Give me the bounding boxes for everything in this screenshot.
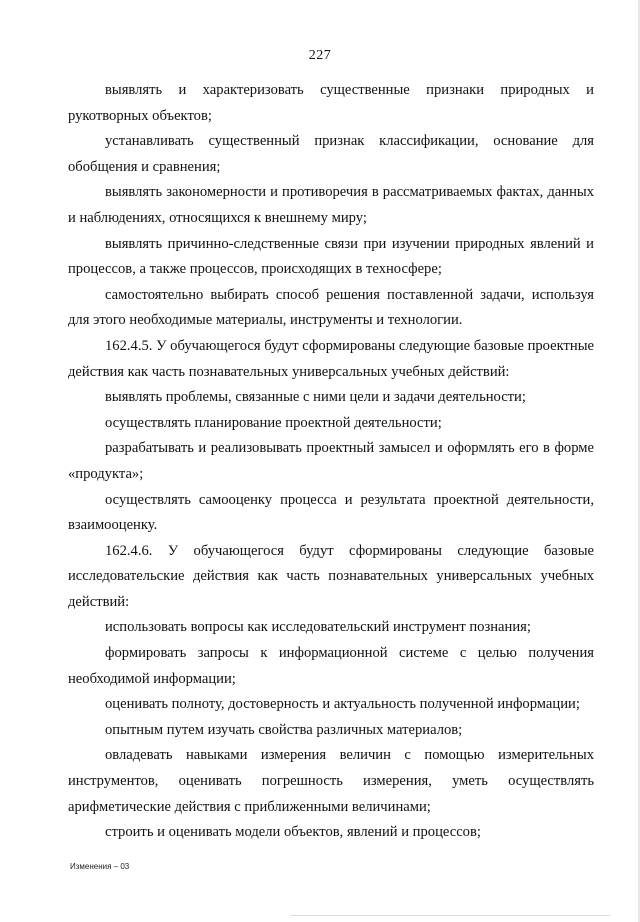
- page-number: 227: [308, 48, 332, 63]
- paragraph: выявлять и характеризовать существенные признаки природных и рукотворных объектов;: [68, 82, 594, 124]
- paragraph: самостоятельно выбирать способ решения поставленной задачи, используя для этого необходимые материалы, инструменты и технологии.: [68, 286, 594, 329]
- paragraph: опытным путем изучать свойства различных материалов;: [105, 721, 463, 738]
- paragraph: выявлять закономерности и противоречия в рассматриваемых фактах, данных и наблюдениях, относящихся к внешнему миру;: [68, 184, 594, 226]
- footer-revision-note: Изменения – 03: [70, 862, 130, 871]
- paragraph: формировать запросы к информационной системе с целью получения необходимой информации;: [68, 645, 594, 687]
- paragraph: выявлять причинно-следственные связи при изучении природных явлений и процессов, а также процессов, происходящих в техносфере;: [68, 235, 594, 278]
- paragraph: осуществлять самооценку процесса и результата проектной деятельности, взаимооценку.: [68, 491, 594, 534]
- body-text: [68, 78, 594, 846]
- paragraph: использовать вопросы как исследовательский инструмент познания;: [105, 619, 531, 636]
- paragraph: строить и оценивать модели объектов, явлений и процессов;: [105, 824, 481, 841]
- section-paragraph-162-4-6: 162.4.6. У обучающегося будут сформированы следующие базовые исследовательские действия как часть познавательных универсальных учебных действий:: [68, 542, 594, 610]
- paragraph: устанавливать существенный признак классификации, основание для обобщения и сравнения;: [68, 133, 594, 175]
- paragraph: оценивать полноту, достоверность и актуальность полученной информации;: [105, 696, 580, 713]
- paragraph: овладевать навыками измерения величин с помощью измерительных инструментов, оценивать погрешность измерения, уметь осуществлять арифметические действия с приближенными величинами;: [68, 747, 594, 815]
- paragraph: разрабатывать и реализовывать проектный замысел и оформлять его в форме «продукта»;: [68, 440, 594, 482]
- paragraph: осуществлять планирование проектной деятельности;: [105, 414, 442, 431]
- scan-artifact-line: [290, 915, 610, 916]
- section-paragraph-162-4-5: 162.4.5. У обучающегося будут сформированы следующие базовые проектные действия как часть познавательных универсальных учебных действий:: [68, 337, 594, 380]
- paragraph: выявлять проблемы, связанные с ними цели и задачи деятельности;: [105, 389, 526, 406]
